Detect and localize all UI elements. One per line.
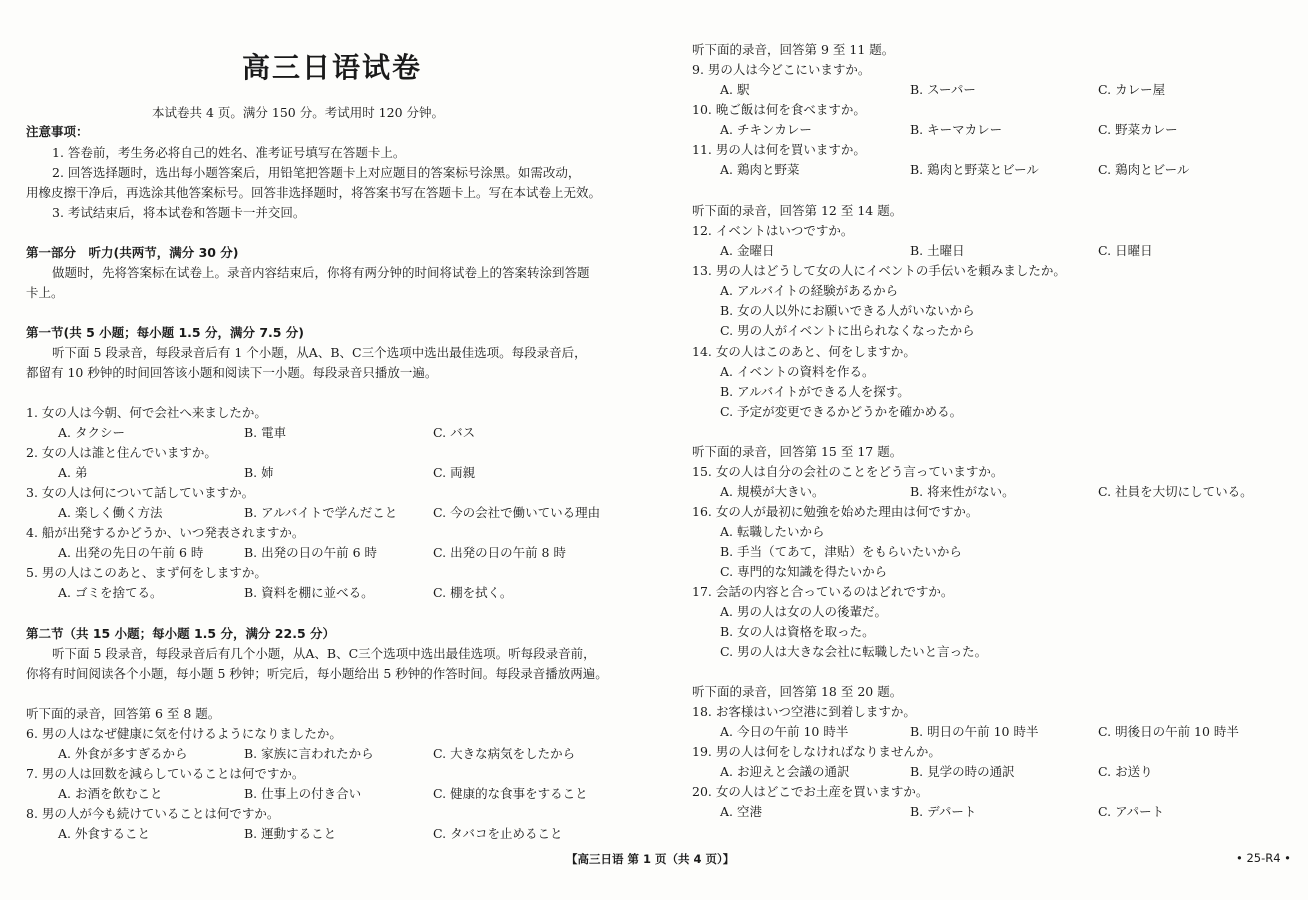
option-a: A. 規模が大きい。 — [720, 484, 825, 499]
option-b: B. 土曜日 — [910, 243, 965, 258]
section2-text: 你将有时间阅读各个小题，每小题 5 秒钟；听完后，每小题给出 5 秒钟的作答时间。每段录音播放两遍。 — [26, 666, 608, 681]
option-c: C. お送り — [1098, 764, 1153, 779]
question-stem: 19. 男の人は何をしなければなりませんか。 — [692, 744, 941, 759]
intro-text: 本试卷共 4 页。满分 150 分。考试用时 120 分钟。 — [152, 105, 445, 120]
question-stem: 6. 男の人はなぜ健康に気を付けるようになりましたか。 — [26, 726, 342, 741]
option-c: C. カレー屋 — [1098, 82, 1166, 97]
question-stem: 2. 女の人は誰と住んでいますか。 — [26, 445, 217, 460]
option-b: B. 手当（てあて，津贴）をもらいたいから — [720, 544, 962, 559]
section1-text: 都留有 10 秒钟的时间回答该小题和阅读下一小题。每段录音只播放一遍。 — [26, 365, 438, 380]
part1-text: 做题时，先将答案标在试卷上。录音内容结束后，你将有两分钟的时间将试卷上的答案转涂到答题 — [52, 265, 590, 280]
part1-text: 卡上。 — [26, 285, 64, 300]
notice-line: 2. 回答选择题时，选出每小题答案后，用铅笔把答题卡上对应题目的答案标号涂黑。如需改动， — [52, 165, 581, 180]
group-instruction: 听下面的录音，回答第 18 至 20 题。 — [692, 684, 903, 699]
notice-line: 用橡皮擦干净后，再选涂其他答案标号。回答非选择题时，将答案书写在答题卡上。写在本试卷上无效。 — [26, 185, 602, 200]
option-c: C. 男の人は大きな会社に転職したいと言った。 — [720, 644, 988, 659]
paper-code: • 25-R4 • — [1236, 851, 1291, 865]
question-stem: 16. 女の人が最初に勉強を始めた理由は何ですか。 — [692, 504, 979, 519]
option-a: A. 出発の先日の午前 6 時 — [58, 545, 204, 560]
question-stem: 12. イベントはいつですか。 — [692, 223, 854, 238]
option-a: A. 外食すること — [58, 826, 150, 841]
option-a: A. お酒を飲むこと — [58, 786, 163, 801]
option-b: B. 運動すること — [244, 826, 337, 841]
question-stem: 14. 女の人はこのあと、何をしますか。 — [692, 344, 916, 359]
option-a: A. 楽しく働く方法 — [58, 505, 163, 520]
option-b: B. 出発の日の午前 6 時 — [244, 545, 378, 560]
notice-line: 3. 考试结束后，将本试卷和答题卡一并交回。 — [52, 205, 306, 220]
question-stem: 9. 男の人は今どこにいますか。 — [692, 62, 871, 77]
option-c: C. 野菜カレー — [1098, 122, 1178, 137]
option-a: A. 弟 — [58, 465, 88, 480]
option-a: A. 鶏肉と野菜 — [720, 162, 800, 177]
section1-heading: 第一节(共 5 小题；每小题 1.5 分，满分 7.5 分) — [26, 325, 305, 340]
question-stem: 15. 女の人は自分の会社のことをどう言っていますか。 — [692, 464, 1004, 479]
option-a: A. タクシー — [58, 425, 125, 440]
option-b: B. 明日の午前 10 時半 — [910, 724, 1039, 739]
option-a: A. イベントの資料を作る。 — [720, 364, 875, 379]
option-c: C. 健康的な食事をすること — [433, 786, 588, 801]
option-a: A. アルバイトの経験があるから — [720, 283, 899, 298]
group-instruction: 听下面的录音，回答第 12 至 14 题。 — [692, 203, 903, 218]
question-stem: 17. 会話の内容と合っているのはどれですか。 — [692, 584, 954, 599]
option-a: A. チキンカレー — [720, 122, 812, 137]
option-c: C. 出発の日の午前 8 時 — [433, 545, 566, 560]
option-c: C. 男の人がイベントに出られなくなったから — [720, 323, 975, 338]
option-b: B. 資料を棚に並べる。 — [244, 585, 374, 600]
option-c: C. 鶏肉とビール — [1098, 162, 1190, 177]
option-a: A. 金曜日 — [720, 243, 775, 258]
section2-text: 听下面 5 段录音，每段录音后有几个小题，从A、B、C三个选项中选出最佳选项。听每段录音前， — [52, 646, 596, 661]
option-c: C. アパート — [1098, 804, 1165, 819]
option-a: A. 今日の午前 10 時半 — [720, 724, 849, 739]
option-b: B. 姉 — [244, 465, 274, 480]
option-b: B. スーパー — [910, 82, 976, 97]
option-c: C. 両親 — [433, 465, 476, 480]
question-stem: 4. 船が出発するかどうか、いつ発表されますか。 — [26, 525, 305, 540]
question-stem: 3. 女の人は何について話していますか。 — [26, 485, 255, 500]
notice-line: 1. 答卷前，考生务必将自己的姓名、准考证号填写在答题卡上。 — [52, 145, 406, 160]
option-b: B. 女の人は資格を取った。 — [720, 624, 875, 639]
option-c: C. タバコを止めること — [433, 826, 563, 841]
section2-heading: 第二节（共 15 小题；每小题 1.5 分，满分 22.5 分） — [26, 626, 335, 641]
question-stem: 10. 晩ご飯は何を食べますか。 — [692, 102, 866, 117]
option-b: B. アルバイトができる人を探す。 — [720, 384, 910, 399]
question-stem: 1. 女の人は今朝、何で会社へ来ましたか。 — [26, 405, 267, 420]
option-b: B. 鶏肉と野菜とビール — [910, 162, 1039, 177]
question-stem: 11. 男の人は何を買いますか。 — [692, 142, 866, 157]
option-b: B. アルバイトで学んだこと — [244, 505, 398, 520]
part1-heading: 第一部分 听力(共两节，满分 30 分) — [26, 245, 239, 260]
option-b: B. 女の人以外にお願いできる人がいないから — [720, 303, 975, 318]
option-b: B. デパート — [910, 804, 977, 819]
question-stem: 7. 男の人は回数を減らしていることは何ですか。 — [26, 766, 305, 781]
option-a: A. 駅 — [720, 82, 750, 97]
group-instruction: 听下面的录音，回答第 9 至 11 题。 — [692, 42, 895, 57]
group-instruction: 听下面的录音，回答第 6 至 8 题。 — [26, 706, 221, 721]
question-stem: 18. お客様はいつ空港に到着しますか。 — [692, 704, 916, 719]
option-c: C. 日曜日 — [1098, 243, 1153, 258]
option-c: C. 棚を拭く。 — [433, 585, 513, 600]
section1-text: 听下面 5 段录音，每段录音后有 1 个小题，从A、B、C三个选项中选出最佳选项。每段录音后， — [52, 345, 587, 360]
question-stem: 13. 男の人はどうして女の人にイベントの手伝いを頼みましたか。 — [692, 263, 1066, 278]
option-a: A. ゴミを捨てる。 — [58, 585, 163, 600]
option-c: C. 明後日の午前 10 時半 — [1098, 724, 1239, 739]
option-c: C. 今の会社で働いている理由 — [433, 505, 601, 520]
option-b: B. 家族に言われたから — [244, 746, 374, 761]
notice-heading: 注意事项： — [26, 124, 89, 139]
option-a: A. 外食が多すぎるから — [58, 746, 188, 761]
question-stem: 5. 男の人はこのあと、まず何をしますか。 — [26, 565, 267, 580]
option-b: B. 見学の時の通訳 — [910, 764, 1015, 779]
option-c: C. 大きな病気をしたから — [433, 746, 576, 761]
option-a: A. 空港 — [720, 804, 762, 819]
page-title: 高三日语试卷 — [242, 51, 423, 84]
option-b: B. 将来性がない。 — [910, 484, 1015, 499]
question-stem: 8. 男の人が今も続けていることは何ですか。 — [26, 806, 280, 821]
option-c: C. 専門的な知識を得たいから — [720, 564, 888, 579]
option-b: B. 仕事上の付き合い — [244, 786, 362, 801]
option-a: A. 転職したいから — [720, 524, 825, 539]
group-instruction: 听下面的录音，回答第 15 至 17 题。 — [692, 444, 903, 459]
question-stem: 20. 女の人はどこでお土産を買いますか。 — [692, 784, 929, 799]
option-a: A. 男の人は女の人の後輩だ。 — [720, 604, 887, 619]
option-a: A. お迎えと会議の通訳 — [720, 764, 850, 779]
option-b: B. キーマカレー — [910, 122, 1003, 137]
option-c: C. 予定が変更できるかどうかを確かめる。 — [720, 404, 963, 419]
option-b: B. 電車 — [244, 425, 287, 440]
page-footer: 【高三日语 第 1 页（共 4 页）】 — [566, 852, 735, 866]
option-c: C. バス — [433, 425, 476, 440]
option-c: C. 社員を大切にしている。 — [1098, 484, 1253, 499]
